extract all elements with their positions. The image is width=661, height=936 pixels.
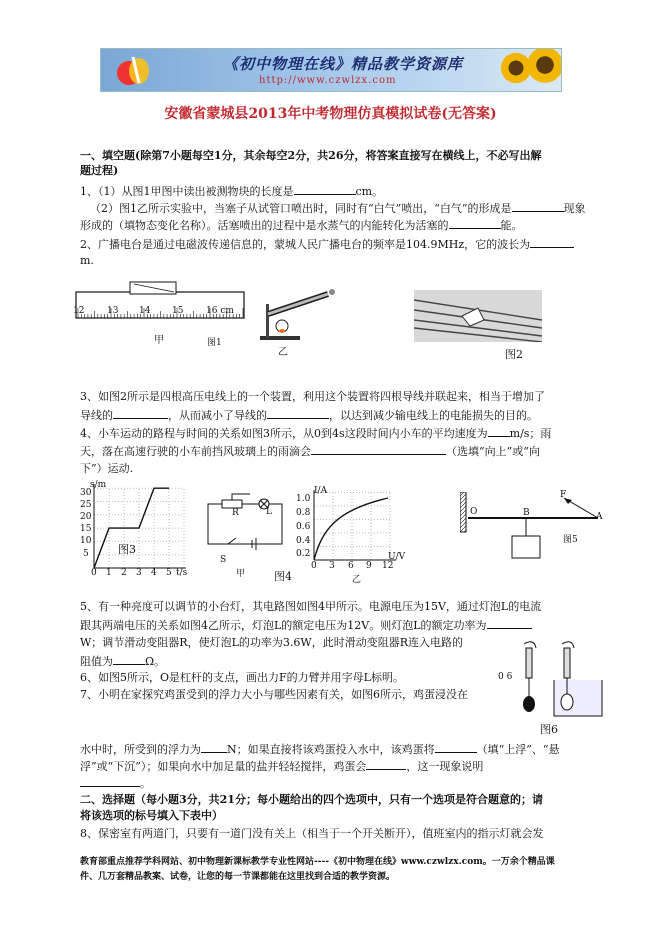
- answer-blank[interactable]: [487, 617, 532, 629]
- fig1-yi-label: 乙: [278, 347, 288, 358]
- q1-part1: [80, 183, 383, 199]
- q5-line2: [80, 617, 532, 633]
- q7-line2: [80, 741, 560, 757]
- fig3-x-tick: 0: [91, 568, 97, 578]
- ruler-tick-label: 14: [139, 306, 151, 316]
- banner-title: 《初中物理在线》精品教学资源库: [223, 55, 464, 73]
- fig1-jia-label: 甲: [154, 335, 164, 346]
- fig4-y-tick: 1.0: [296, 494, 311, 504]
- answer-blank[interactable]: [113, 653, 145, 665]
- q7-text-b: N；如果直接将该鸡蛋投入水中，该鸡蛋将: [227, 743, 435, 756]
- fig1-label: 图1: [207, 338, 222, 348]
- answer-blank[interactable]: [311, 443, 446, 455]
- fig2-label: 图2: [505, 348, 523, 361]
- fig3-caption: 图3: [118, 543, 136, 556]
- section1-heading: 一、填空题(除第7小题每空1分，其余每空2分，共26分，将答案直接写在横线上，不必写出解: [80, 149, 542, 162]
- ruler-tick-label: 13: [107, 306, 119, 316]
- q5-text-a: 跟其两端电压的关系如图4乙所示，灯泡L的额定电压为12V。则灯泡L的额定功率为: [80, 619, 487, 632]
- fig4-R-label: R: [232, 508, 239, 518]
- fig4-x-tick: 6: [348, 561, 354, 571]
- answer-blank[interactable]: [80, 775, 140, 787]
- q1-part2-cont-end: 能。: [500, 219, 523, 232]
- q7-line1: 7、小明在家探究鸡蛋受到的浮力大小与哪些因素有关，如图6所示，鸡蛋浸没在: [80, 688, 468, 701]
- fig4-y-tick: 0.4: [296, 536, 311, 546]
- q5-line1: 5、有一种亮度可以调节的小台灯，其电路图如图4甲所示。电源电压为15V，通过灯泡L的电流: [80, 600, 542, 613]
- fig5-F-label: F: [560, 490, 567, 500]
- q8-line1: 8、保密室有两道门，只要有一道门没有关上（相当于一个开关断开），值班室内的指示灯就会发: [80, 827, 544, 840]
- document-title: 安徽省蒙城县2013年中考物理仿真模拟试卷(无答案): [164, 106, 497, 122]
- answer-blank[interactable]: [294, 183, 356, 195]
- fig4-x-tick: 12: [382, 561, 394, 571]
- fig3-graph: [74, 480, 194, 580]
- answer-blank[interactable]: [113, 407, 168, 419]
- fig4-y-tick: 0.8: [296, 508, 311, 518]
- ruler-tick-label: 15: [172, 306, 184, 316]
- q4-text-a: 4、小车运动的路程与时间的关系如图3所示，从0到4s这段时间内小车的平均速度为: [80, 427, 488, 440]
- q4-line2: [80, 443, 540, 459]
- fig1-test-tube-apparatus: [258, 288, 344, 346]
- ruler-tick-label: 12: [73, 306, 85, 316]
- fig4-iu-graph: [296, 486, 400, 572]
- fig4-y-tick: 0.6: [296, 522, 311, 532]
- site-banner: [100, 48, 562, 92]
- fig4-L-label: L: [266, 507, 272, 517]
- fig3-y-tick: 15: [80, 524, 92, 534]
- fig3-y-tick: 20: [80, 512, 92, 522]
- fig4-x-unit: U/V: [388, 552, 406, 562]
- q5-line4: [80, 653, 165, 669]
- fig5-B-label: B: [523, 508, 530, 518]
- section1-heading-cont: 题过程): [80, 164, 119, 177]
- footer-line1: 教育部重点推荐学科网站、初中物理新课标教学专业性网站----《初中物理在线》www.czwlzx.com。一万余个精品课: [80, 857, 555, 867]
- page-footer: [80, 855, 600, 885]
- q5-text-c: Ω。: [145, 655, 166, 668]
- q5-text-b: 阻值为: [80, 655, 113, 668]
- fig5-O-label: O: [470, 507, 478, 517]
- answer-blank[interactable]: [530, 236, 574, 248]
- fig4-jia-label: 甲: [236, 569, 246, 579]
- q6-line: 6、如图5所示，O是杠杆的支点，画出力F的力臂并用字母L标明。: [80, 671, 404, 684]
- q1-part2-text: （2）图1乙所示实验中，当塞子从试管口喷出时，同时有“白气”喷出，“白气”的形成是: [90, 202, 512, 215]
- fig5-lever: [460, 492, 610, 566]
- fig4-x-tick: 3: [329, 561, 335, 571]
- fig4-yi-label: 乙: [352, 575, 362, 585]
- sunflower-icon: [525, 48, 562, 85]
- ruler-tick-label: 16 cm: [206, 306, 234, 316]
- q1-part2-end: 现象: [563, 202, 586, 215]
- site-logo-icon: [113, 53, 159, 87]
- q3-line1: 3、如图2所示是四根高压电线上的一个装置，利用这个装置将四根导线并联起来，相当于增加了: [80, 390, 545, 403]
- q7-text-d: 浮”或“下沉”）；如果向水中加足量的盐并轻轻搅拌，鸡蛋会: [80, 760, 367, 773]
- answer-blank[interactable]: [488, 425, 510, 437]
- q1-part2: [90, 200, 586, 216]
- q4-line3: 下”）运动.: [80, 462, 134, 475]
- fig4-curve: [314, 498, 388, 560]
- fig4-caption: 图4: [274, 570, 292, 583]
- fig3-y-tick: 25: [80, 500, 92, 510]
- q7-line3: [80, 758, 483, 774]
- footer-line2: 件、几万套精品教案、试卷，让您的每一节课都能在这里找到合适的教学资源。: [80, 872, 396, 882]
- q7-text-a: 水中时，所受到的浮力为: [80, 743, 201, 756]
- banner-url: http://www.czwlzx.com: [259, 75, 397, 86]
- answer-blank[interactable]: [267, 407, 329, 419]
- fig3-x-tick: 4: [151, 568, 157, 578]
- q7-line4: [80, 775, 151, 791]
- q1-part1-text: 1、（1）从图1甲图中读出被测物块的长度是: [80, 185, 294, 198]
- fig5-caption: 图5: [563, 535, 578, 545]
- q3-text-b: ，从而减小了导线的: [168, 409, 267, 422]
- fig4-y-unit: I/A: [314, 486, 328, 496]
- answer-blank[interactable]: [201, 741, 227, 753]
- q1-part1-unit: cm。: [355, 185, 384, 198]
- q4-line1: [80, 425, 551, 441]
- answer-blank[interactable]: [449, 217, 501, 229]
- fig3-y-tick: 30: [80, 488, 92, 498]
- fig6-egg-apparatus: [520, 640, 612, 720]
- answer-blank[interactable]: [512, 200, 564, 212]
- fig5-A-label: A: [596, 512, 603, 522]
- answer-blank[interactable]: [366, 758, 406, 770]
- section2-heading-cont: 将该选项的标号填入下表中）: [80, 809, 223, 822]
- q4-text-c: 天，落在高速行驶的小车前挡风玻璃上的雨滴会: [80, 445, 311, 458]
- fig3-x-tick: 2: [121, 568, 127, 578]
- section2-heading: 二、选择题（每小题3分，共21分；每小题给出的四个选项中，只有一个选项是符合题意的；请: [80, 793, 543, 806]
- fig3-x-label: t/s: [176, 568, 188, 578]
- q2-text: 2、广播电台是通过电磁波传递信息的，蒙城人民广播电台的频率是104.9MHz，它的波长为: [80, 238, 531, 251]
- fig3-x-tick: 3: [136, 568, 142, 578]
- q7-text-c: （填“上浮”、“悬: [476, 743, 560, 756]
- fig4-circuit: [200, 492, 290, 552]
- fig4-x-tick: 0: [311, 561, 317, 571]
- fig6-caption: 图6: [540, 723, 558, 736]
- q2: [80, 236, 574, 252]
- q2-unit: m.: [80, 254, 94, 267]
- q1-part2-cont-text: 形成的（填物态变化名称）。活塞喷出的过程中是水蒸气的内能转化为活塞的: [80, 219, 449, 232]
- q7-text-e: ，这一现象说明: [406, 760, 484, 773]
- q4-text-b: m/s；雨: [509, 427, 552, 440]
- fig3-y-tick: 10: [80, 536, 92, 546]
- fig4-S-label: S: [220, 555, 227, 565]
- fig3-x-tick: 5: [166, 568, 172, 578]
- fig3-y-label: s/m: [90, 480, 107, 490]
- fig3-y-tick: 5: [83, 549, 89, 559]
- q5-line3: W；调节滑动变阻器R，使灯泡L的功率为3.6W，此时滑动变阻器R连入电路的: [80, 636, 463, 649]
- q1-part2-cont: [80, 217, 523, 233]
- fig2-power-line-photo: [414, 290, 542, 342]
- q3-text-c: ，以达到减少输电线上的电能损失的目的。: [329, 409, 538, 422]
- fig6-side-label: 0 6: [498, 672, 513, 682]
- q3-line2: [80, 407, 538, 423]
- fig4-x-tick: 9: [366, 561, 372, 571]
- q7-text-f: 。: [140, 777, 151, 790]
- answer-blank[interactable]: [435, 741, 477, 753]
- q4-text-d: （选填“向上”或“向: [446, 445, 540, 458]
- fig4-y-tick: 0.2: [296, 549, 311, 559]
- fig3-x-tick: 1: [106, 568, 112, 578]
- fig4-grid: [314, 492, 390, 560]
- q3-text-a: 导线的: [80, 409, 113, 422]
